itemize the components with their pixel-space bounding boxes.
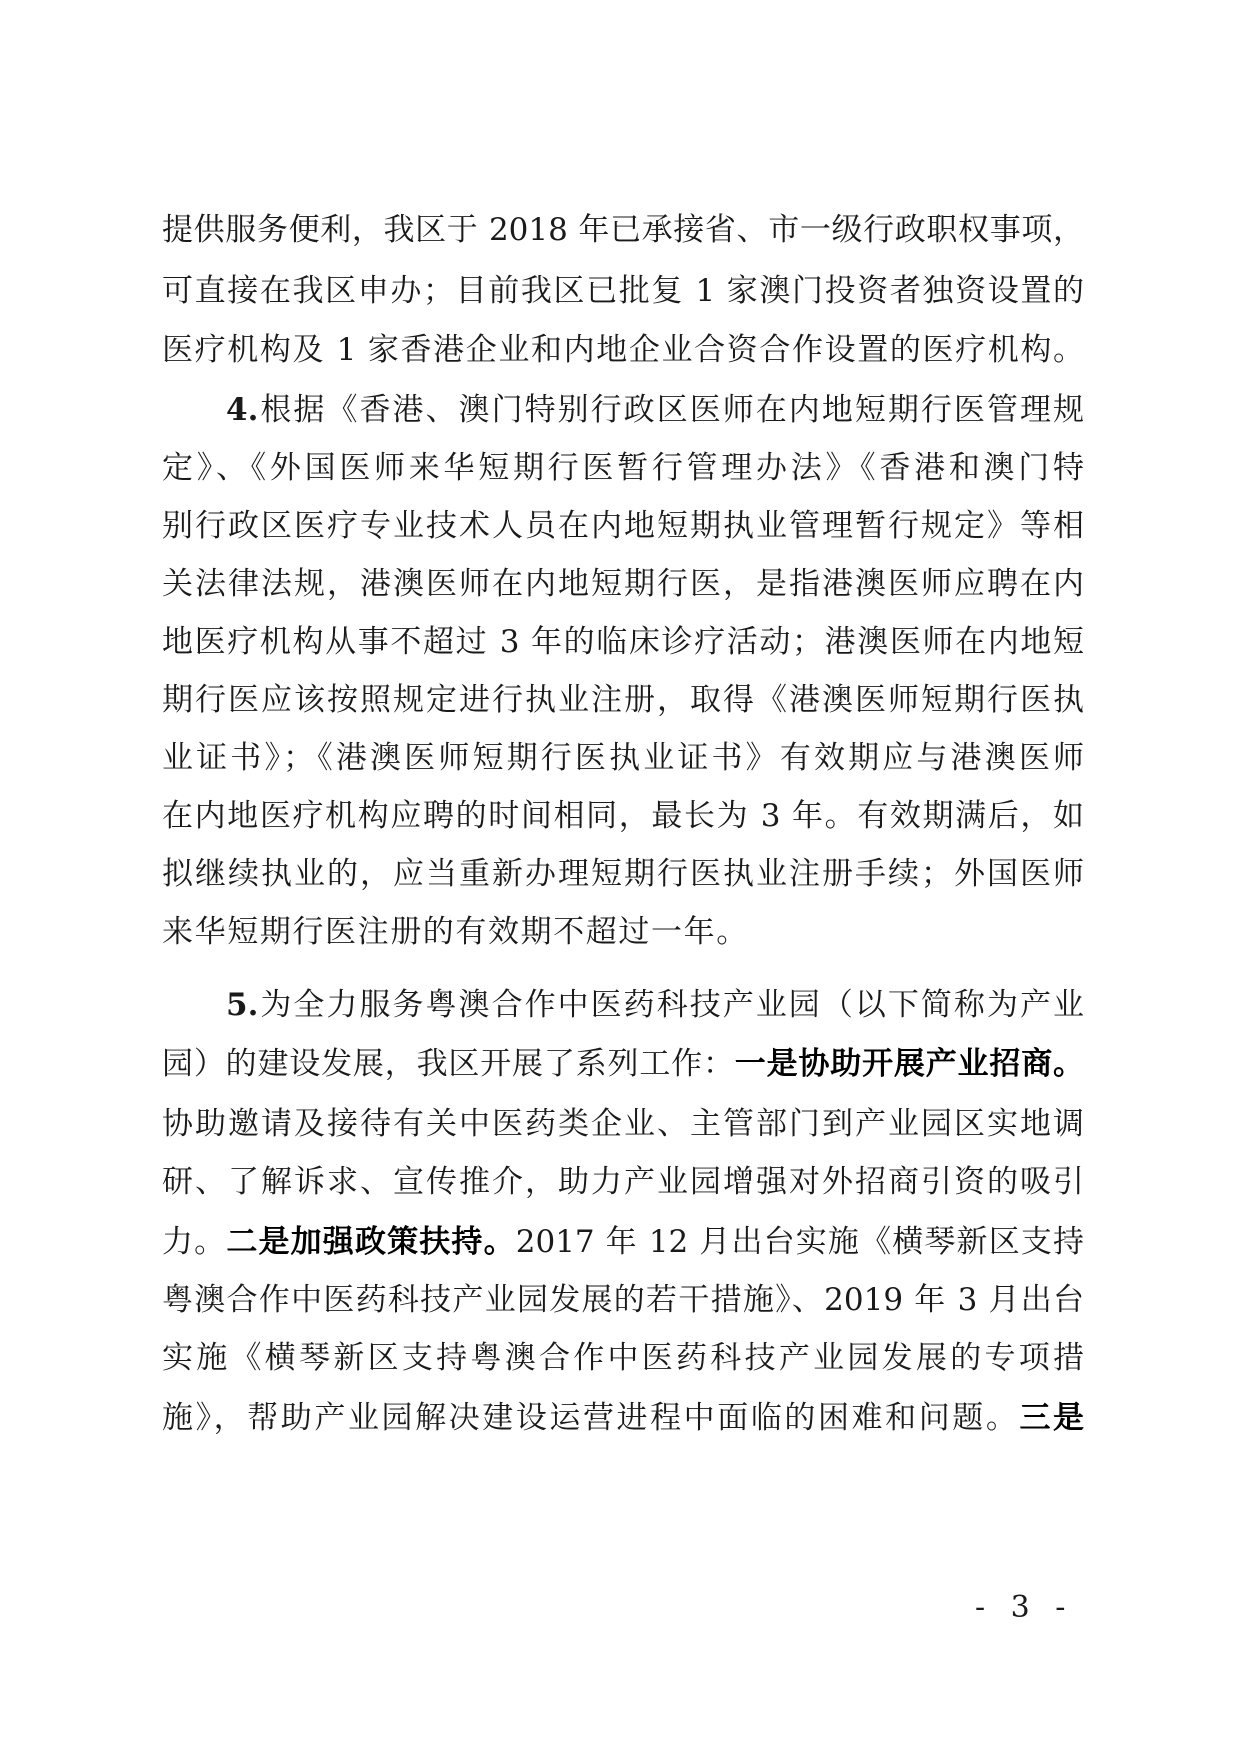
paragraph-line [162,1034,1084,1094]
paragraph-line: 在内地医疗机构应聘的时间相同，最长为 3 年。有效期满后，如 [162,798,1084,834]
item-number: 5. [226,987,259,1023]
paragraph-line: 拟继续执业的，应当重新办理短期行医执业注册手续；外国医师 [162,856,1084,892]
paragraph-line: 粤澳合作中医药科技产业园发展的若干措施》、2019 年 3 月出台 [162,1282,1084,1318]
paragraph-text: 施》，帮助产业园解决建设运营进程中面临的困难和问题。 [162,1400,1020,1436]
paragraph-line: 业证书》；《港澳医师短期行医执业证书》有效期应与港澳医师 [162,740,1084,776]
paragraph-line [162,1212,1084,1272]
paragraph-line: 别行政区医疗专业技术人员在内地短期执业管理暂行规定》等相 [162,508,1084,544]
paragraph-text: 为全力服务粤澳合作中医药科技产业园（以下简称为产业 [258,987,1084,1023]
paragraph-line: 研、了解诉求、宣传推介，助力产业园增强对外招商引资的吸引 [162,1164,1084,1200]
paragraph-first-line [226,975,1084,1035]
paragraph-text: 力。 [162,1224,227,1260]
bold-heading: 一是协助开展产业招商。 [734,1046,1085,1082]
paragraph-line: 地医疗机构从事不超过 3 年的临床诊疗活动；港澳医师在内地短 [162,624,1084,660]
paragraph-first-line [226,380,1084,440]
paragraph-line: 来华短期行医注册的有效期不超过一年。 [162,914,749,950]
paragraph-text: 根据《香港、澳门特别行政区医师在内地短期行医管理规 [258,392,1084,428]
paragraph-text: 2017 年 12 月出台实施《横琴新区支持 [515,1224,1085,1260]
bold-heading: 三是 [1019,1400,1085,1436]
paragraph-text: 园）的建设发展，我区开展了系列工作： [162,1046,735,1082]
paragraph-line: 可直接在我区申办；目前我区已批复 1 家澳门投资者独资设置的 [162,273,1084,309]
paragraph-line: 协助邀请及接待有关中医药类企业、主管部门到产业园区实地调 [162,1106,1084,1142]
page-number: - 3 - [975,1590,1074,1625]
paragraph-line: 实施《横琴新区支持粤澳合作中医药科技产业园发展的专项措 [162,1340,1084,1376]
paragraph-line: 期行医应该按照规定进行执业注册，取得《港澳医师短期行医执 [162,682,1084,718]
paragraph-line: 提供服务便利，我区于 2018 年已承接省、市一级行政职权事项， [162,212,1084,248]
paragraph-line: 定》、《外国医师来华短期行医暂行管理办法》《香港和澳门特 [162,450,1084,486]
paragraph-line: 关法律法规，港澳医师在内地短期行医，是指港澳医师应聘在内 [162,566,1084,602]
item-number: 4. [226,392,259,428]
bold-heading: 二是加强政策扶持。 [226,1224,516,1260]
paragraph-line: 医疗机构及 1 家香港企业和内地企业合资合作设置的医疗机构。 [162,332,1084,368]
paragraph-line [162,1388,1084,1448]
